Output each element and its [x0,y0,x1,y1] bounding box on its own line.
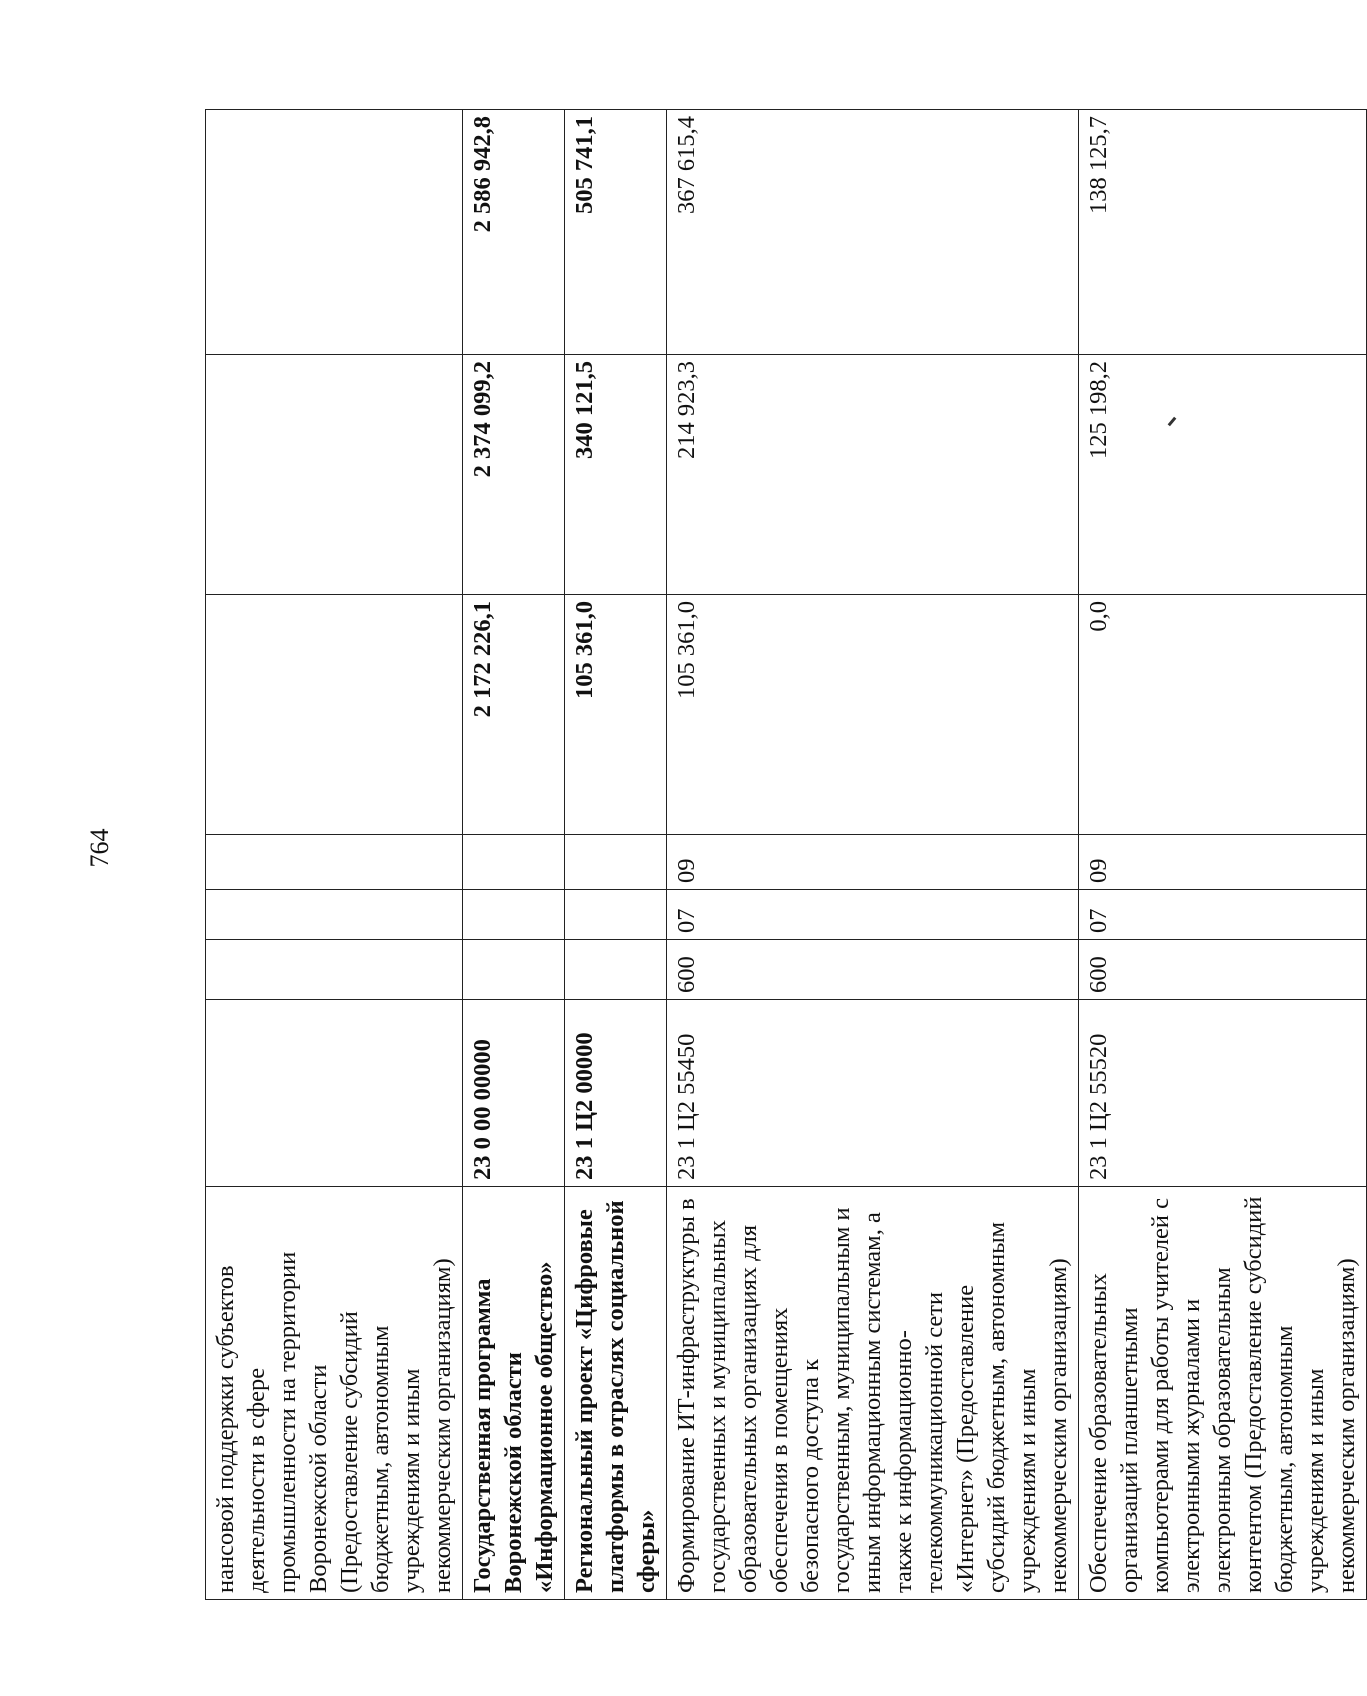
amount-year3-cell: 138 125,7 [1079,110,1367,355]
subsection-cell [206,835,463,890]
target-article-cell: 23 1 Ц2 00000 [565,1000,667,1187]
table-row [565,110,667,1600]
expense-type-cell [565,940,667,1000]
amount-year2-cell: 214 923,3 [667,355,1079,595]
section-cell [463,890,565,940]
row-name-cell: Региональный проект «Цифровые платформы в отраслях социальной сферы» [565,1187,667,1600]
amount-year1-cell: 0,0 [1079,595,1367,835]
amount-year1-cell: 105 361,0 [667,595,1079,835]
page-number: 764 [85,828,114,868]
row-name-cell: нансовой поддержки субъектов деятельности в сфере промышленности на территории Воронежской области (Предоставление субсидий бюджетным, автономным учреждениям и иным некоммерческим организациям) [206,1187,463,1600]
subsection-cell: 09 [667,835,1079,890]
amount-year1-cell: 105 361,0 [565,595,667,835]
table-row [667,110,1079,1600]
budget-table [205,109,1367,1600]
table-row [1079,110,1367,1600]
table-row [206,110,463,1600]
section-cell [565,890,667,940]
amount-year1-cell [206,595,463,835]
expense-type-cell [463,940,565,1000]
amount-year3-cell: 2 586 942,8 [463,110,565,355]
amount-year1-cell: 2 172 226,1 [463,595,565,835]
target-article-cell: 23 1 Ц2 55450 [667,1000,1079,1187]
row-name-cell: Формирование ИТ-инфраструктуры в государственных и муниципальных образовательных организациях для обеспечения в помещениях безопасного доступа к государственным, муниципальным и иным информационным системам, а также к информационно-телекоммуникационной сети «Интернет» (Предоставление субсидий бюджетным, автономным учреждениям и иным некоммерческим организациям) [667,1187,1079,1600]
amount-year2-cell: 125 198,2 [1079,355,1367,595]
amount-year2-cell [206,355,463,595]
amount-year2-cell: 340 121,5 [565,355,667,595]
table-row [463,110,565,1600]
section-cell: 07 [667,890,1079,940]
amount-year2-cell: 2 374 099,2 [463,355,565,595]
budget-table-frame [205,110,1360,1600]
budget-table-rotated [205,110,1360,1600]
expense-type-cell: 600 [1079,940,1367,1000]
subsection-cell [565,835,667,890]
section-cell: 07 [1079,890,1367,940]
section-cell [206,890,463,940]
subsection-cell [463,835,565,890]
expense-type-cell [206,940,463,1000]
row-name-cell: Обеспечение образовательных организаций планшетными компьютерами для работы учителей с электронными журналами и электронным образовательным контентом (Предоставление субсидий бюджетным, автономным учреждениям и иным некоммерческим организациям) [1079,1187,1367,1600]
target-article-cell: 23 0 00 00000 [463,1000,565,1187]
target-article-cell: 23 1 Ц2 55520 [1079,1000,1367,1187]
row-name-cell: Государственная программа Воронежской области «Информационное общество» [463,1187,565,1600]
subsection-cell: 09 [1079,835,1367,890]
expense-type-cell: 600 [667,940,1079,1000]
amount-year3-cell: 505 741,1 [565,110,667,355]
amount-year3-cell [206,110,463,355]
amount-year3-cell: 367 615,4 [667,110,1079,355]
target-article-cell [206,1000,463,1187]
